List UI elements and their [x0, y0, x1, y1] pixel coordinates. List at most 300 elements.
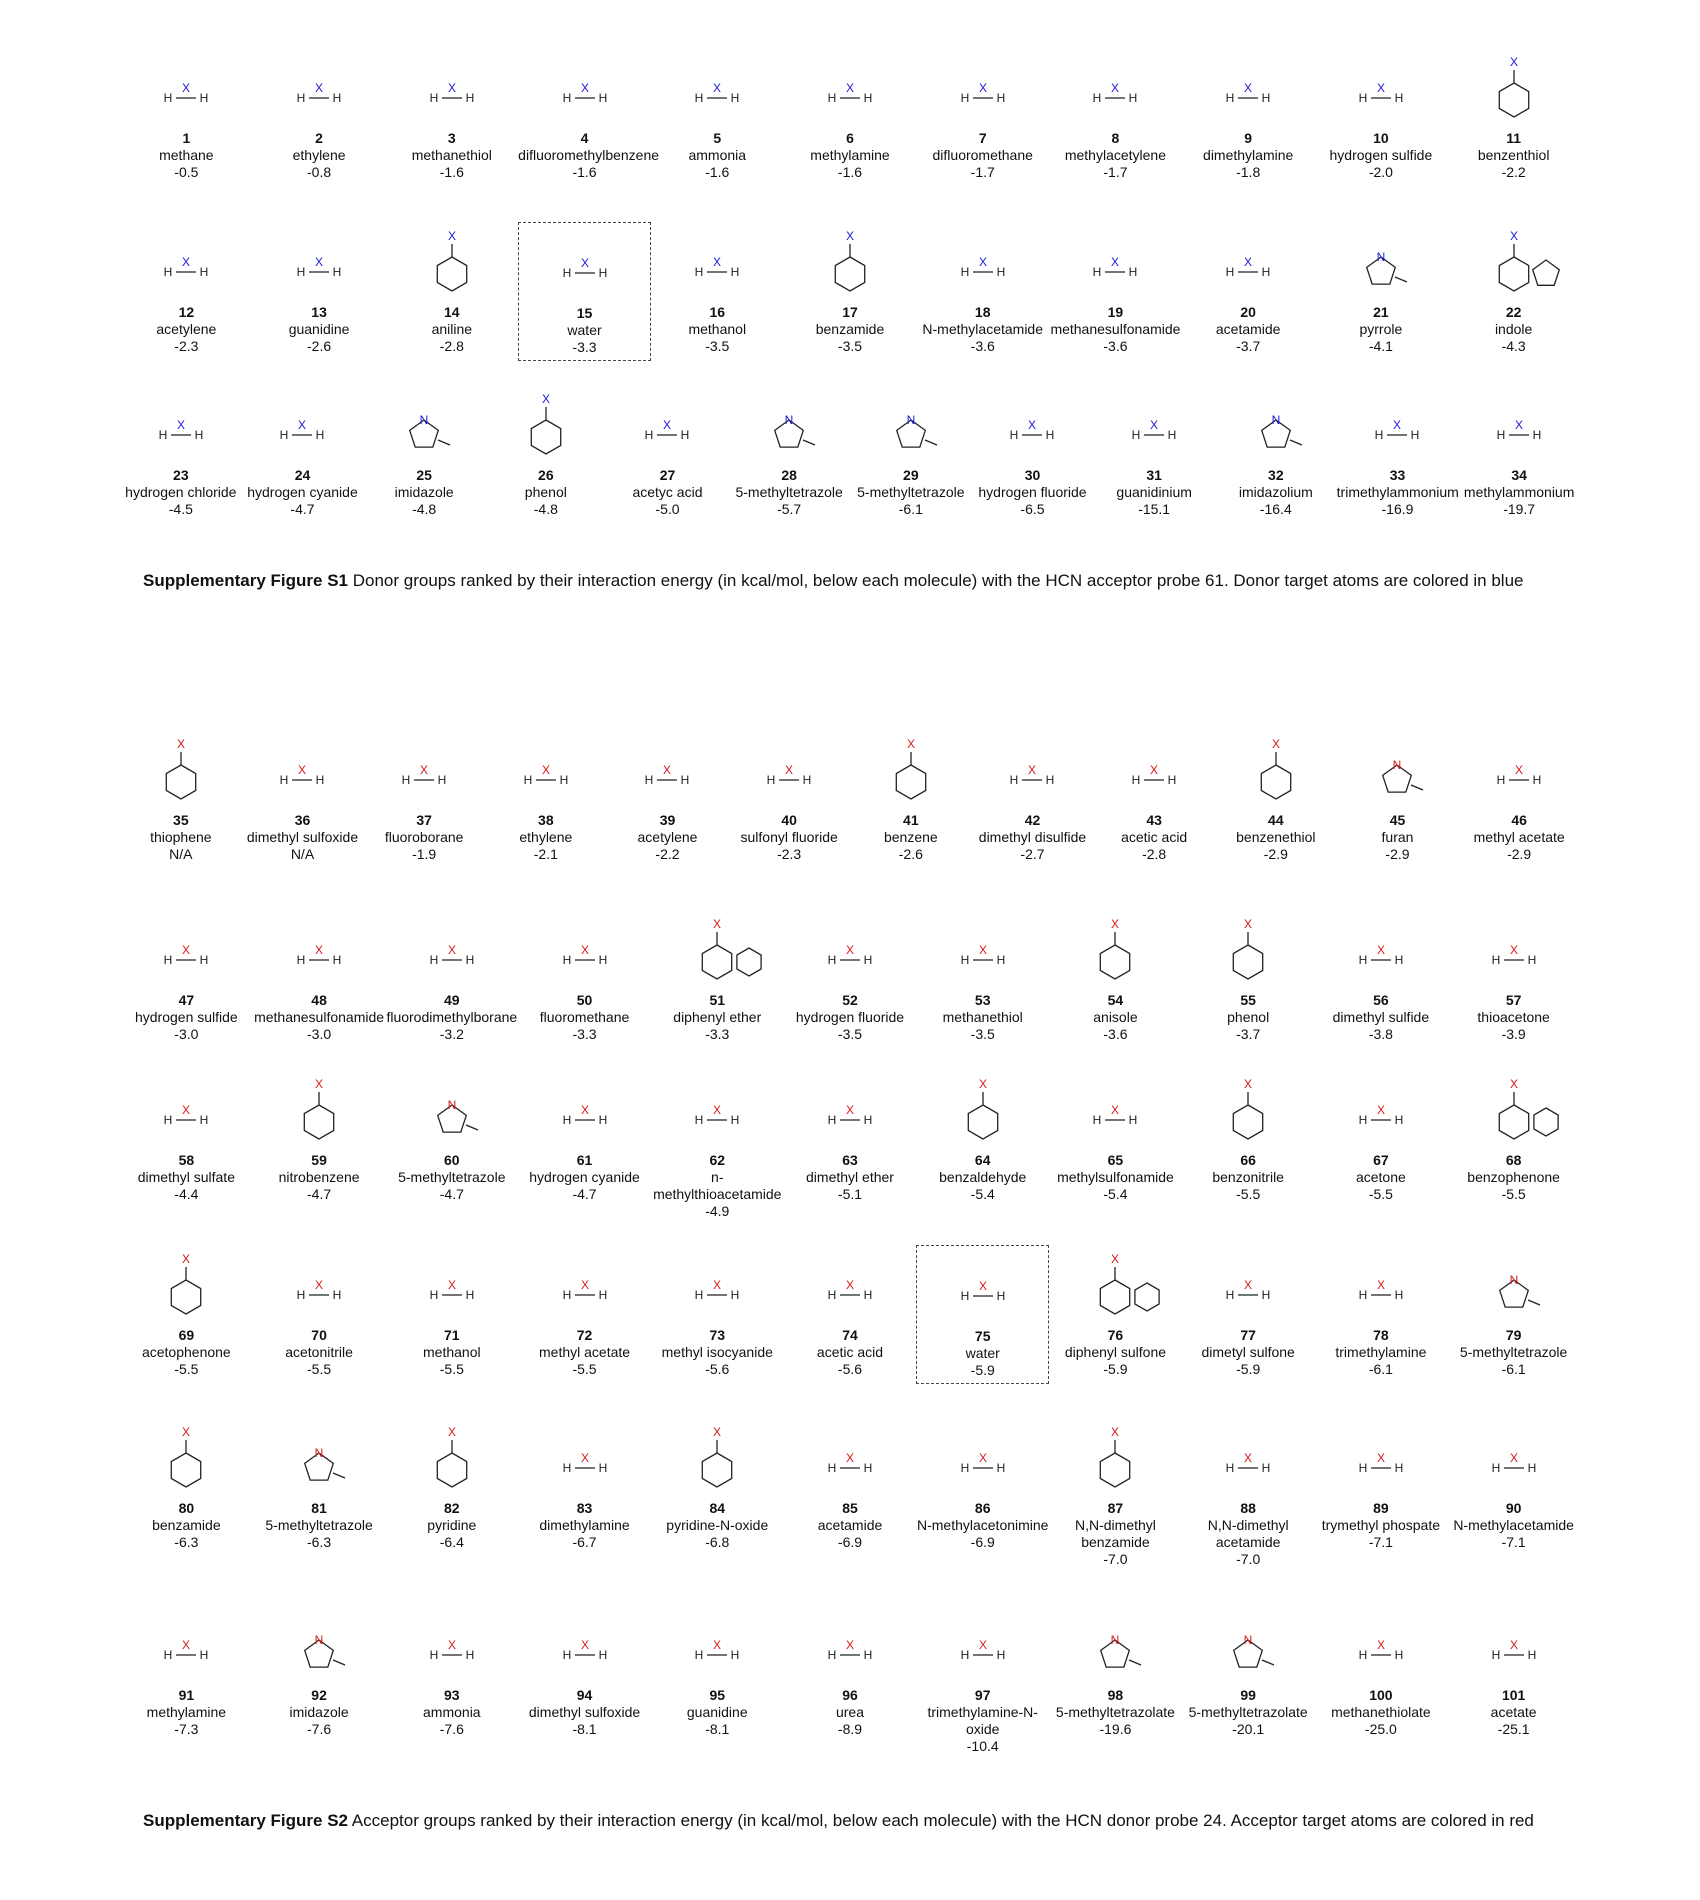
molecule-cell — [784, 1418, 917, 1551]
molecule-structure — [1198, 910, 1298, 992]
molecule-energy: -3.8 — [1368, 1026, 1393, 1042]
molecule-structure — [402, 1418, 502, 1500]
svg-text:H: H — [1131, 773, 1141, 787]
molecule-energy: -5.5 — [307, 1361, 332, 1377]
figure-s1-text: Donor groups ranked by their interaction energy (in kcal/mol, below each molecule) with the HCN acceptor probe 61. Donor target atoms are colored in blue — [348, 571, 1524, 590]
molecule-name: methylamine — [146, 1704, 227, 1720]
molecule-number: 44 — [1268, 812, 1284, 828]
svg-text:X: X — [315, 255, 324, 269]
molecule-number: 100 — [1369, 1687, 1393, 1703]
molecule-structure — [1347, 385, 1447, 467]
svg-text:X: X — [845, 1451, 854, 1465]
svg-text:X: X — [1244, 917, 1253, 931]
svg-text:N: N — [784, 413, 794, 427]
molecule-cell — [1182, 1070, 1315, 1203]
molecule-number: 37 — [416, 812, 432, 828]
molecule-name: fluoroborane — [384, 829, 464, 845]
svg-text:X: X — [1028, 763, 1037, 777]
molecule-number: 78 — [1373, 1327, 1389, 1343]
molecule-structure — [933, 1605, 1033, 1687]
molecule-name: benzamide — [152, 1517, 221, 1533]
molecule-name: trimethylamine — [1335, 1344, 1427, 1360]
molecule-structure — [1065, 910, 1165, 992]
svg-text:H: H — [429, 1648, 439, 1662]
molecule-number: 71 — [444, 1327, 460, 1343]
molecule-cell — [1049, 1070, 1182, 1203]
svg-text:X: X — [580, 81, 589, 95]
molecule-structure — [1198, 1605, 1298, 1687]
svg-text:H: H — [562, 266, 571, 280]
molecule-name: 5-methyltetrazolate — [1055, 1704, 1175, 1720]
molecule-cell — [1049, 48, 1182, 181]
svg-text:H: H — [164, 91, 173, 105]
molecule-cell — [120, 385, 242, 518]
molecule-structure — [1469, 730, 1569, 812]
molecule-structure — [136, 222, 236, 304]
svg-text:H: H — [200, 1648, 209, 1662]
molecule-cell — [253, 1245, 386, 1378]
molecule-name: guanidinium — [1116, 484, 1192, 500]
svg-text:H: H — [960, 1461, 970, 1475]
molecule-name: trimethylamine-N-oxide — [927, 1704, 1038, 1737]
molecule-number: 99 — [1240, 1687, 1256, 1703]
svg-text:H: H — [598, 1648, 607, 1662]
molecule-structure — [933, 1246, 1033, 1328]
molecule-structure — [933, 1070, 1033, 1152]
molecule-number: 3 — [447, 130, 456, 146]
molecule-energy: -2.2 — [655, 846, 680, 862]
molecule-number: 60 — [444, 1152, 460, 1168]
molecule-energy: -5.5 — [1236, 1186, 1261, 1202]
molecule-number: 77 — [1240, 1327, 1256, 1343]
molecule-energy: -7.6 — [307, 1721, 332, 1737]
molecule-energy: -1.6 — [572, 164, 597, 180]
svg-text:X: X — [1393, 418, 1402, 432]
molecule-number: 73 — [709, 1327, 726, 1343]
molecule-number: 58 — [178, 1152, 195, 1168]
molecule-name: aniline — [431, 321, 473, 337]
molecule-number: 51 — [709, 992, 726, 1008]
molecule-cell — [518, 1070, 651, 1203]
svg-text:X: X — [1509, 229, 1518, 243]
molecule-structure — [667, 48, 767, 130]
svg-text:H: H — [730, 1648, 740, 1662]
svg-text:H: H — [1358, 953, 1368, 967]
molecule-name: hydrogen cyanide — [529, 1169, 640, 1185]
molecule-cell — [385, 1245, 518, 1378]
svg-text:H: H — [827, 1288, 837, 1302]
svg-text:H: H — [1358, 1288, 1368, 1302]
svg-text:X: X — [713, 1278, 722, 1292]
molecule-cell — [1447, 1605, 1580, 1738]
molecule-name: methyl isocyanide — [661, 1344, 773, 1360]
molecule-name: dimethyl sulfate — [137, 1169, 235, 1185]
molecule-energy: -3.0 — [307, 1026, 332, 1042]
molecule-cell — [1447, 222, 1580, 355]
molecule-cell — [916, 48, 1049, 181]
svg-text:H: H — [1010, 428, 1019, 442]
molecule-name: furan — [1381, 829, 1414, 845]
molecule-energy: -4.9 — [705, 1203, 730, 1219]
molecule-energy: -4.4 — [174, 1186, 199, 1202]
molecule-energy: -3.6 — [1103, 1026, 1128, 1042]
molecule-structure — [1464, 910, 1564, 992]
molecule-cell — [916, 1605, 1049, 1755]
molecule-name: acetophenone — [141, 1344, 231, 1360]
molecule-cell — [651, 222, 784, 355]
molecule-cell — [1337, 385, 1459, 518]
svg-text:H: H — [1261, 91, 1271, 105]
svg-text:X: X — [580, 1451, 589, 1465]
molecule-name: 5-methyltetrazole — [1459, 1344, 1568, 1360]
molecule-energy: -5.5 — [174, 1361, 199, 1377]
molecule-number: 56 — [1373, 992, 1389, 1008]
svg-text:H: H — [1261, 265, 1271, 279]
molecule-name: benzophenone — [1467, 1169, 1560, 1185]
molecule-energy: -7.6 — [439, 1721, 464, 1737]
svg-text:H: H — [1496, 428, 1506, 442]
molecule-structure — [269, 910, 369, 992]
svg-text:H: H — [766, 773, 776, 787]
molecule-cell — [784, 48, 917, 181]
svg-text:H: H — [1225, 265, 1235, 279]
molecule-name: acetylene — [156, 321, 217, 337]
svg-text:X: X — [713, 1638, 722, 1652]
svg-text:H: H — [1394, 1288, 1404, 1302]
molecule-energy: -5.7 — [777, 501, 802, 517]
molecule-energy: -7.1 — [1501, 1534, 1526, 1550]
molecule-structure — [1198, 1418, 1298, 1500]
molecule-number: 76 — [1107, 1327, 1124, 1343]
svg-text:H: H — [194, 428, 204, 442]
molecule-structure — [739, 730, 839, 812]
molecule-number: 64 — [974, 1152, 991, 1168]
molecule-cell — [242, 385, 364, 518]
molecule-cell — [385, 1605, 518, 1738]
molecule-cell — [253, 222, 386, 355]
figure-s2-text: Acceptor groups ranked by their interaction energy (in kcal/mol, below each molecule) with the HCN donor probe 24. Acceptor target atoms are colored in red — [348, 1811, 1534, 1830]
molecule-cell — [1215, 730, 1337, 863]
molecule-energy: -15.1 — [1138, 501, 1171, 517]
molecule-name: imidazole — [289, 1704, 349, 1720]
svg-text:X: X — [447, 1425, 456, 1439]
molecule-number: 38 — [538, 812, 554, 828]
molecule-energy: N/A — [290, 846, 315, 862]
svg-text:H: H — [1527, 953, 1536, 967]
molecule-number: 21 — [1373, 304, 1389, 320]
molecule-structure — [1347, 730, 1447, 812]
molecule-name: fluorodimethylborane — [386, 1009, 518, 1025]
molecule-energy: -2.0 — [1368, 164, 1393, 180]
molecule-cell — [1315, 1605, 1448, 1738]
molecule-cell — [1182, 48, 1315, 181]
molecule-cell — [120, 1605, 253, 1738]
molecule-name: N-methylacetamide — [922, 321, 1044, 337]
molecule-structure — [933, 1418, 1033, 1500]
molecule-number: 15 — [576, 305, 593, 321]
molecule-structure — [136, 48, 236, 130]
svg-text:H: H — [1491, 1461, 1500, 1475]
svg-text:H: H — [730, 91, 740, 105]
svg-text:H: H — [827, 1648, 837, 1662]
molecule-number: 85 — [842, 1500, 858, 1516]
molecule-energy: -6.9 — [970, 1534, 995, 1550]
svg-text:X: X — [1515, 418, 1524, 432]
molecule-cell — [518, 1245, 651, 1378]
molecule-cell — [1049, 1605, 1182, 1738]
molecule-structure — [617, 385, 717, 467]
svg-text:X: X — [978, 1451, 987, 1465]
molecule-energy: -7.3 — [174, 1721, 199, 1737]
molecule-energy: -5.1 — [837, 1186, 863, 1202]
molecule-name: thiophene — [150, 829, 212, 845]
molecule-structure — [1198, 1245, 1298, 1327]
molecule-number: 97 — [974, 1687, 991, 1703]
molecule-cell — [485, 730, 607, 863]
molecule-number: 52 — [842, 992, 858, 1008]
molecule-energy: -7.0 — [1236, 1551, 1261, 1567]
molecule-structure — [800, 1070, 900, 1152]
molecule-number: 92 — [311, 1687, 327, 1703]
svg-text:N: N — [1376, 250, 1386, 264]
molecule-structure — [374, 730, 474, 812]
molecule-structure — [1065, 222, 1165, 304]
molecule-energy: -5.4 — [970, 1186, 995, 1202]
molecule-cell — [120, 1418, 253, 1551]
molecule-energy: -2.8 — [1142, 846, 1167, 862]
molecule-structure — [861, 385, 961, 467]
molecule-number: 22 — [1505, 304, 1522, 320]
svg-text:X: X — [580, 1638, 589, 1652]
molecule-structure — [535, 1245, 635, 1327]
molecule-structure — [252, 730, 352, 812]
svg-text:X: X — [315, 943, 324, 957]
molecule-energy: -6.1 — [898, 501, 923, 517]
molecule-number: 88 — [1240, 1500, 1256, 1516]
svg-text:H: H — [863, 91, 873, 105]
molecule-name: thioacetone — [1477, 1009, 1550, 1025]
svg-text:X: X — [447, 943, 456, 957]
svg-text:H: H — [465, 953, 475, 967]
molecule-cell — [916, 910, 1049, 1043]
molecule-energy: -2.3 — [777, 846, 802, 862]
molecule-energy: -2.9 — [1507, 846, 1532, 862]
svg-text:X: X — [978, 1077, 987, 1091]
svg-text:H: H — [1375, 428, 1384, 442]
svg-text:H: H — [827, 953, 837, 967]
svg-text:X: X — [1515, 763, 1524, 777]
svg-text:H: H — [296, 1288, 306, 1302]
molecule-number: 41 — [903, 812, 919, 828]
molecule-name: dimethyl sulfide — [1332, 1009, 1430, 1025]
molecule-number: 79 — [1505, 1327, 1522, 1343]
svg-text:X: X — [1376, 1103, 1385, 1117]
molecule-structure — [535, 48, 635, 130]
molecule-energy: -5.9 — [1103, 1361, 1128, 1377]
molecule-number: 1 — [182, 130, 191, 146]
svg-text:X: X — [978, 81, 987, 95]
svg-text:H: H — [1527, 1648, 1536, 1662]
svg-text:X: X — [182, 1103, 191, 1117]
svg-text:N: N — [419, 413, 429, 427]
molecule-energy: -16.4 — [1259, 501, 1292, 517]
molecule-number: 68 — [1505, 1152, 1522, 1168]
svg-text:H: H — [200, 1113, 209, 1127]
svg-text:N: N — [314, 1446, 324, 1460]
molecule-cell — [651, 1070, 784, 1220]
svg-text:X: X — [713, 255, 722, 269]
svg-text:H: H — [332, 91, 342, 105]
molecule-structure — [933, 48, 1033, 130]
molecule-structure — [1469, 385, 1569, 467]
svg-text:X: X — [315, 1278, 324, 1292]
molecule-name: acetone — [1355, 1169, 1406, 1185]
molecule-energy: -0.8 — [307, 164, 332, 180]
svg-text:X: X — [1111, 81, 1120, 95]
molecule-structure — [131, 730, 231, 812]
svg-text:H: H — [827, 91, 837, 105]
figure-s1-label: Supplementary Figure S1 — [143, 571, 348, 590]
molecule-number: 43 — [1146, 812, 1162, 828]
molecule-number: 2 — [315, 130, 323, 146]
svg-text:X: X — [176, 418, 185, 432]
svg-text:X: X — [182, 81, 191, 95]
svg-text:X: X — [1111, 917, 1120, 931]
molecule-number: 83 — [576, 1500, 593, 1516]
molecule-cell — [1315, 1418, 1448, 1551]
molecule-structure — [1464, 48, 1564, 130]
molecule-number: 19 — [1107, 304, 1124, 320]
molecule-cell — [1315, 48, 1448, 181]
molecule-name: water — [567, 322, 602, 338]
svg-text:X: X — [182, 1638, 191, 1652]
molecule-cell — [253, 1605, 386, 1738]
svg-text:H: H — [1491, 953, 1500, 967]
molecule-structure — [1331, 910, 1431, 992]
svg-text:X: X — [845, 1638, 854, 1652]
molecule-cell — [972, 730, 1094, 863]
molecule-energy: -0.5 — [174, 164, 199, 180]
svg-text:H: H — [1394, 91, 1404, 105]
svg-text:H: H — [1491, 1648, 1500, 1662]
molecule-name: n-methylthioacetamide — [653, 1169, 782, 1202]
molecule-number: 74 — [842, 1327, 858, 1343]
svg-text:H: H — [1358, 1648, 1368, 1662]
molecule-structure — [269, 1605, 369, 1687]
svg-text:X: X — [315, 81, 324, 95]
molecule-structure — [1331, 1070, 1431, 1152]
molecule-energy: -3.6 — [1103, 338, 1128, 354]
molecule-energy: -4.7 — [439, 1186, 464, 1202]
svg-text:X: X — [580, 1103, 589, 1117]
svg-text:N: N — [1243, 1633, 1253, 1647]
molecule-structure — [982, 385, 1082, 467]
molecule-name: ethylene — [519, 829, 573, 845]
molecule-name: acetonitrile — [285, 1344, 353, 1360]
molecule-name: dimethylamine — [539, 1517, 630, 1533]
molecule-structure — [800, 1418, 900, 1500]
figure-s2-label: Supplementary Figure S2 — [143, 1811, 348, 1830]
svg-text:X: X — [1150, 763, 1159, 777]
molecule-number: 33 — [1389, 467, 1406, 483]
molecule-number: 67 — [1373, 1152, 1389, 1168]
molecule-energy: -1.6 — [439, 164, 464, 180]
molecule-structure — [252, 385, 352, 467]
svg-text:X: X — [845, 1103, 854, 1117]
molecule-cell — [1182, 1245, 1315, 1378]
svg-text:H: H — [164, 1113, 173, 1127]
molecule-structure — [402, 222, 502, 304]
svg-text:H: H — [1411, 428, 1420, 442]
molecule-structure — [1065, 1070, 1165, 1152]
molecule-cell — [1049, 1418, 1182, 1568]
svg-text:X: X — [663, 418, 672, 432]
molecule-name: imidazole — [394, 484, 454, 500]
svg-text:H: H — [280, 773, 289, 787]
molecule-cell — [651, 1245, 784, 1378]
svg-text:X: X — [713, 81, 722, 95]
molecule-name: dimetyl sulfone — [1201, 1344, 1295, 1360]
svg-text:H: H — [996, 265, 1006, 279]
molecule-structure — [982, 730, 1082, 812]
molecule-name: indole — [1494, 321, 1533, 337]
molecule-cell — [651, 1418, 784, 1551]
svg-text:H: H — [863, 1113, 873, 1127]
molecule-name: hydrogen chloride — [125, 484, 237, 500]
molecule-name: N,N-dimethyl acetamide — [1207, 1517, 1289, 1550]
molecule-energy: -3.7 — [1236, 338, 1261, 354]
molecule-number: 47 — [178, 992, 195, 1008]
molecule-name: methanesulfonamide — [254, 1009, 385, 1025]
svg-text:H: H — [1394, 1461, 1404, 1475]
svg-text:H: H — [1093, 1113, 1102, 1127]
molecule-cell — [1458, 730, 1580, 863]
molecule-cell — [1447, 48, 1580, 181]
svg-text:H: H — [598, 953, 607, 967]
molecule-number: 12 — [178, 304, 195, 320]
molecule-energy: -4.7 — [572, 1186, 597, 1202]
molecule-name: acetyc acid — [632, 484, 703, 500]
molecule-number: 84 — [709, 1500, 726, 1516]
svg-text:X: X — [845, 1278, 854, 1292]
svg-text:X: X — [713, 1425, 722, 1439]
svg-text:H: H — [200, 953, 209, 967]
molecule-structure — [1464, 1605, 1564, 1687]
molecule-number: 80 — [178, 1500, 195, 1516]
molecule-cell — [1447, 1070, 1580, 1203]
molecule-structure — [1104, 385, 1204, 467]
molecule-energy: -6.4 — [439, 1534, 464, 1550]
molecule-structure — [800, 1605, 900, 1687]
molecule-structure — [861, 730, 961, 812]
molecule-name: trimethylammonium — [1336, 484, 1459, 500]
molecule-number: 18 — [974, 304, 991, 320]
figure-s1-caption — [143, 568, 1543, 593]
molecule-name: acetic acid — [1121, 829, 1188, 845]
svg-text:H: H — [1167, 773, 1177, 787]
molecule-energy: -3.2 — [439, 1026, 464, 1042]
svg-text:X: X — [978, 255, 987, 269]
svg-text:H: H — [332, 953, 342, 967]
svg-text:H: H — [1129, 265, 1138, 279]
svg-text:X: X — [978, 1279, 987, 1293]
molecule-structure — [667, 1070, 767, 1152]
molecule-name: phenol — [524, 484, 567, 500]
svg-text:H: H — [164, 953, 173, 967]
molecule-cell — [1315, 1245, 1448, 1378]
molecule-number: 69 — [178, 1327, 195, 1343]
molecule-name: methyl acetate — [539, 1344, 631, 1360]
